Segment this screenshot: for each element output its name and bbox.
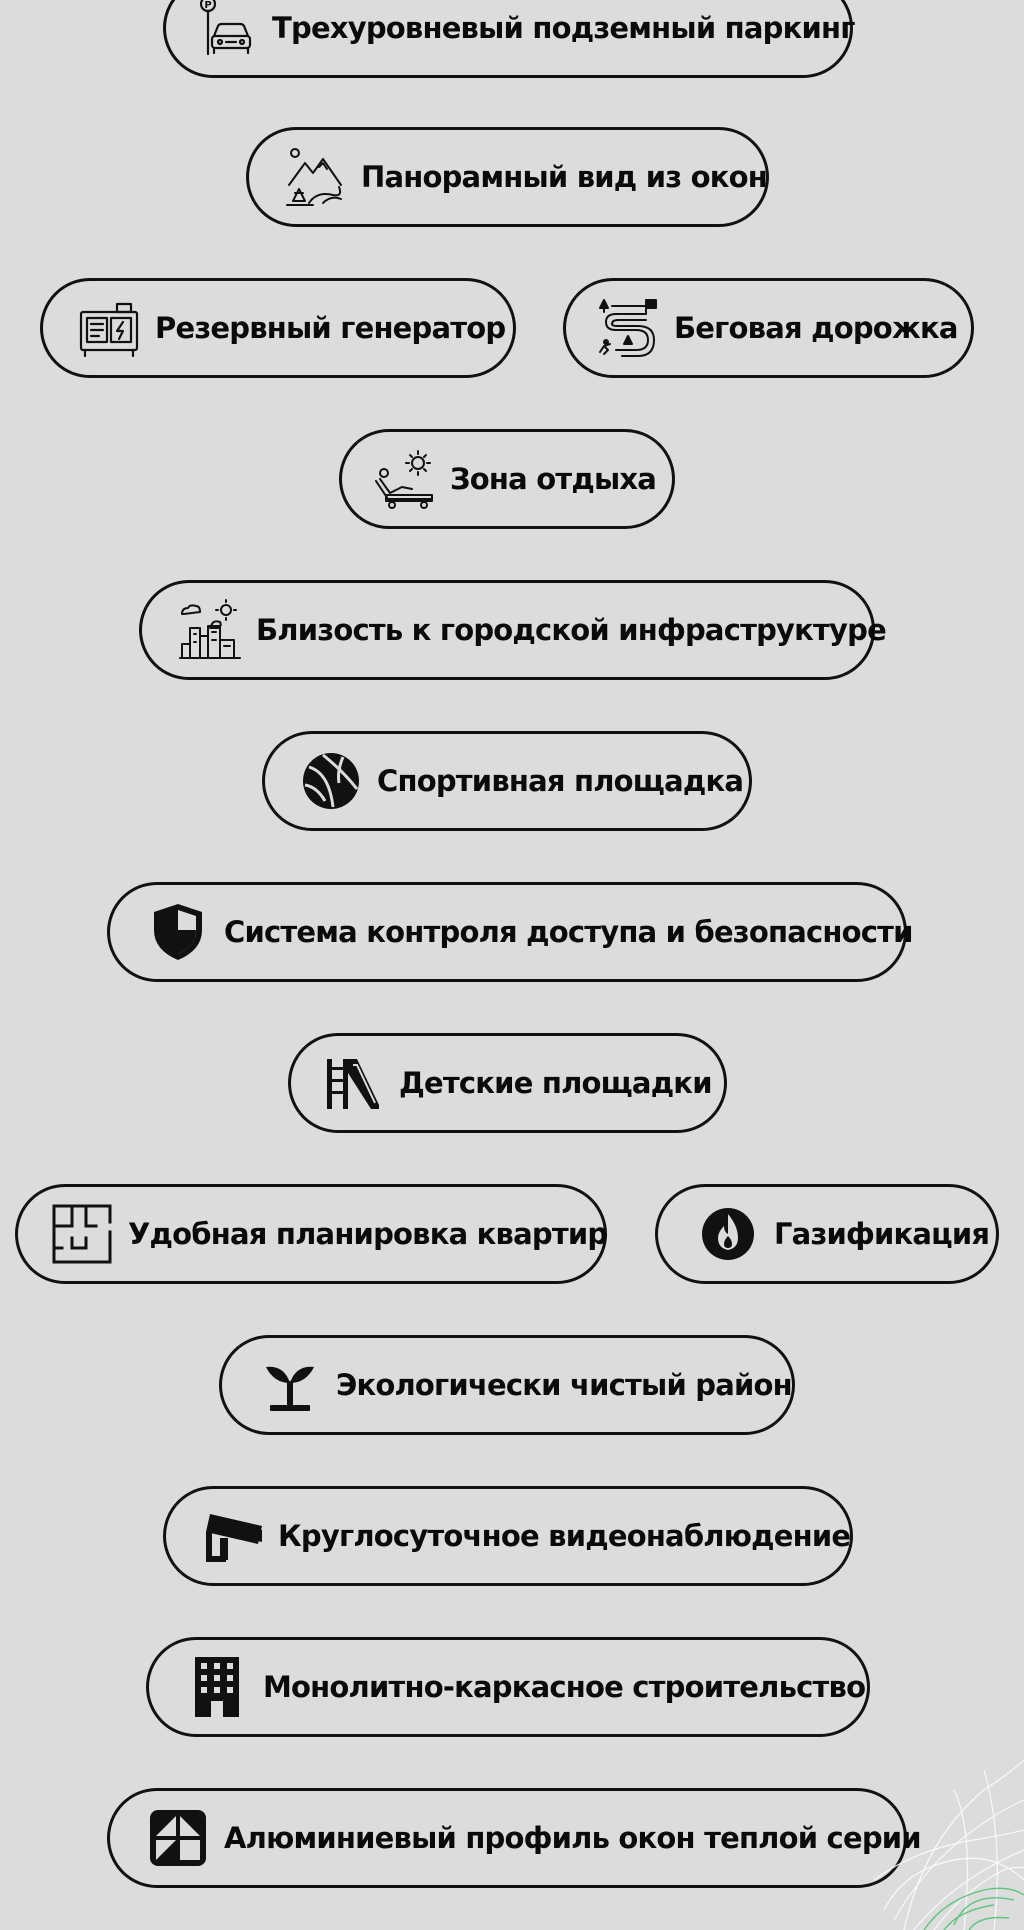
feature-pill-parking [163,0,853,78]
sports-ball-icon [299,749,363,813]
feature-label: Беговая дорожка [674,310,958,345]
decorative-scribble [754,1730,1024,1930]
feature-label: Зона отдыха [450,461,657,496]
feature-pill-monolithic-construction [146,1637,870,1737]
feature-pill-gasification [655,1184,999,1284]
parking-car-icon [194,0,258,60]
feature-label: Близость к городской инфраструктуре [256,612,886,647]
sun-lounger-icon [372,447,436,511]
feature-label: Монолитно-каркасное строительство [263,1669,866,1704]
feature-pill-cctv [163,1486,853,1586]
feature-label: Панорамный вид из окон [361,159,767,194]
sprout-icon [258,1353,322,1417]
feature-label: Экологически чистый район [336,1367,792,1402]
feature-label: Спортивная площадка [377,763,744,798]
city-infrastructure-icon [178,598,242,662]
feature-label: Резервный генератор [155,310,506,345]
window-profile-icon [146,1806,210,1870]
feature-pill-floor-plan [15,1184,607,1284]
generator-icon [77,296,141,360]
feature-pill-generator [40,278,516,378]
floor-plan-icon [50,1202,114,1266]
building-icon [185,1655,249,1719]
feature-pill-panoramic-view [246,127,769,227]
feature-pill-rest-zone [339,429,675,529]
running-track-icon [596,296,660,360]
playground-slide-icon [321,1051,385,1115]
feature-pill-security [107,882,913,982]
feature-pill-city-infrastructure [139,580,886,680]
feature-label: Круглосуточное видеонаблюдение [278,1518,851,1553]
feature-label: Алюминиевый профиль окон теплой серии [224,1820,921,1855]
gas-flame-icon [696,1202,760,1266]
feature-pill-sports-ground [262,731,752,831]
feature-label: Система контроля доступа и безопасности [224,914,913,949]
feature-label: Газификация [774,1216,990,1251]
svg-text:P: P [204,0,212,11]
feature-pill-running-track [563,278,974,378]
feature-pill-playgrounds [288,1033,727,1133]
feature-label: Детские площадки [399,1065,712,1100]
feature-label: Трехуровневый подземный паркинг [272,10,855,45]
cctv-camera-icon [200,1504,264,1568]
security-shield-icon [146,900,210,964]
mountain-view-icon [283,145,347,209]
feature-label: Удобная планировка квартир [128,1216,608,1251]
feature-pill-eco-district [219,1335,795,1435]
